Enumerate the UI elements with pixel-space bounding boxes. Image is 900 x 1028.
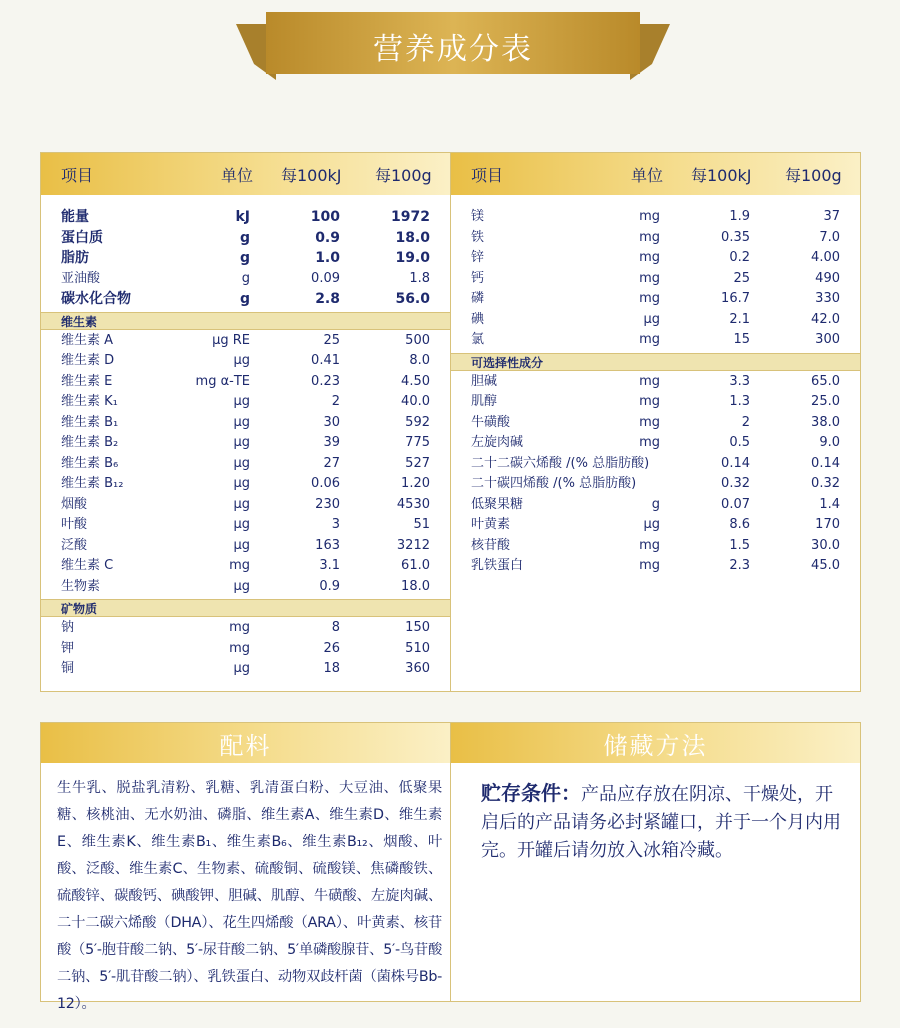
row-name: 二十二碳六烯酸 /(% 总脂肪酸): [471, 455, 650, 471]
row-unit: g: [239, 229, 250, 246]
row-name: 维生素 E: [61, 373, 113, 389]
row-per-g: 3212: [396, 537, 430, 553]
row-per-g: 18.0: [401, 578, 430, 594]
row-unit: mg: [639, 373, 660, 389]
row-name: 钙: [471, 270, 485, 286]
ingredients-box: [40, 722, 451, 1012]
table-row: [41, 536, 450, 557]
table-row: [451, 269, 860, 290]
row-per-g: 510: [405, 640, 430, 656]
table-row: [41, 413, 450, 434]
row-per-g: 25.0: [811, 394, 840, 409]
table-row: [41, 269, 450, 290]
row-unit: mg: [639, 332, 660, 347]
row-per-kj: 25: [733, 270, 750, 286]
row-per-kj: 1.5: [729, 537, 750, 553]
row-name: 二十碳四烯酸 /(% 总脂肪酸): [471, 476, 637, 491]
storage-text-block: [451, 763, 860, 865]
row-per-g: 42.0: [811, 311, 840, 327]
header-item: 项目: [61, 165, 94, 185]
row-name: 叶黄素: [471, 517, 511, 532]
header-per-kj: 每100kJ: [281, 165, 342, 185]
row-unit: mg: [639, 209, 660, 224]
table-row: [41, 228, 450, 249]
table-row: [41, 577, 450, 598]
row-unit: g: [239, 250, 250, 266]
row-name: 碳水化合物: [61, 291, 131, 307]
table-row: [451, 536, 860, 557]
row-per-kj: 2.1: [729, 311, 750, 327]
row-unit: μg: [233, 394, 250, 409]
row-unit: mg α-TE: [195, 373, 250, 389]
row-per-kj: 0.5: [729, 435, 750, 450]
row-per-g: 500: [405, 332, 430, 348]
row-per-kj: 0.35: [721, 229, 750, 245]
table-row: [451, 372, 860, 393]
section-header: 矿物质: [41, 599, 450, 617]
row-unit: mg: [639, 558, 660, 573]
title-ribbon: [236, 12, 670, 86]
row-per-g: 1.4: [819, 496, 840, 512]
table-row: [41, 248, 450, 269]
table-row: [451, 310, 860, 331]
header-unit: 单位: [221, 165, 254, 185]
row-per-g: 18.0: [395, 229, 430, 246]
row-per-g: 527: [405, 455, 430, 471]
storage-label: 贮存条件：: [481, 781, 581, 805]
table-row: [451, 289, 860, 310]
table-row: [41, 474, 450, 495]
row-per-kj: 25: [323, 332, 340, 348]
table-row: [41, 495, 450, 516]
row-per-kj: 2.8: [315, 291, 340, 307]
header-per-g: 每100g: [375, 165, 432, 185]
row-name: 铁: [471, 229, 485, 245]
row-per-kj: 15: [733, 332, 750, 347]
row-unit: μg: [233, 661, 250, 676]
table-row: [41, 289, 450, 310]
table-row: [451, 515, 860, 536]
table-row: [451, 207, 860, 228]
row-unit: g: [241, 270, 250, 286]
row-per-kj: 0.06: [311, 476, 340, 491]
row-unit: mg: [639, 229, 660, 245]
row-name: 维生素 A: [61, 332, 114, 348]
storage-box: [451, 722, 861, 1002]
row-name: 磷: [471, 291, 485, 306]
row-per-kj: 8.6: [729, 517, 750, 532]
header-per-g: 每100g: [785, 165, 842, 185]
table-row: [41, 454, 450, 475]
table-row: [451, 474, 860, 495]
row-per-g: 4530: [396, 496, 430, 512]
row-unit: μg: [233, 455, 250, 471]
row-per-kj: 3: [331, 517, 340, 532]
row-per-kj: 0.23: [311, 373, 340, 389]
row-name: 钠: [61, 620, 75, 635]
row-unit: μg: [233, 353, 250, 368]
row-per-kj: 163: [315, 537, 340, 553]
table-row: [41, 207, 450, 228]
row-name: 亚油酸: [61, 270, 101, 286]
table-row: [41, 392, 450, 413]
table-header-left: [41, 153, 450, 195]
row-per-g: 30.0: [811, 537, 840, 553]
row-per-kj: 8: [331, 620, 340, 635]
row-per-g: 170: [815, 517, 840, 532]
row-name: 维生素 K₁: [61, 394, 118, 409]
row-per-g: 0.14: [811, 455, 840, 471]
storage-heading: 储藏方法: [451, 723, 860, 763]
table-row: [451, 556, 860, 577]
table-row: [41, 433, 450, 454]
row-unit: μg: [233, 578, 250, 594]
row-name: 碘: [471, 311, 485, 327]
row-per-kj: 1.3: [729, 394, 750, 409]
row-per-g: 37: [823, 209, 840, 224]
row-name: 镁: [471, 209, 485, 224]
row-per-g: 45.0: [811, 558, 840, 573]
row-name: 乳铁蛋白: [471, 558, 524, 573]
table-row: [451, 228, 860, 249]
table-row: [41, 618, 450, 639]
row-per-g: 1.20: [401, 476, 430, 491]
row-unit: mg: [639, 414, 660, 430]
row-name: 维生素 D: [61, 353, 115, 368]
row-name: 维生素 B₁: [61, 414, 119, 430]
row-per-kj: 0.9: [319, 578, 340, 594]
row-name: 维生素 C: [61, 558, 114, 573]
row-per-kj: 230: [315, 496, 340, 512]
row-unit: μg: [233, 476, 250, 491]
header-unit: 单位: [631, 165, 664, 185]
row-per-g: 330: [815, 291, 840, 306]
row-unit: μg: [643, 311, 660, 327]
table-row: [41, 331, 450, 352]
row-per-g: 40.0: [401, 394, 430, 409]
table-row: [451, 330, 860, 351]
row-unit: mg: [229, 558, 250, 573]
page-title: 营养成分表: [373, 32, 533, 67]
row-per-kj: 3.3: [729, 373, 750, 389]
row-per-g: 360: [405, 661, 430, 676]
row-per-g: 65.0: [811, 373, 840, 389]
row-per-g: 0.32: [811, 476, 840, 491]
row-name: 烟酸: [61, 496, 88, 512]
row-unit: μg: [233, 435, 250, 450]
header-per-kj: 每100kJ: [691, 165, 752, 185]
table-row: [41, 556, 450, 577]
table-header-right: [451, 153, 860, 195]
row-per-g: 4.50: [401, 373, 430, 389]
row-per-kj: 0.2: [729, 250, 750, 265]
table-row: [41, 659, 450, 680]
header-item: 项目: [471, 165, 504, 185]
row-per-g: 775: [405, 435, 430, 450]
row-unit: g: [651, 496, 660, 512]
storage-text: 产品应存放在阴凉、干燥处，开启后的产品请务必封紧罐口，并于一个月内用完。开罐后请勿放入冰箱冷藏。: [481, 784, 841, 861]
row-unit: mg: [639, 270, 660, 286]
table-row: [41, 351, 450, 372]
row-unit: μg: [233, 496, 250, 512]
row-per-kj: 0.9: [315, 229, 340, 246]
row-per-g: 1972: [391, 209, 430, 225]
row-per-g: 9.0: [819, 435, 840, 450]
row-per-g: 7.0: [819, 229, 840, 245]
row-per-g: 490: [815, 270, 840, 286]
row-per-kj: 30: [323, 414, 340, 430]
row-per-g: 56.0: [395, 291, 430, 307]
row-per-g: 38.0: [811, 414, 840, 430]
row-per-kj: 18: [323, 661, 340, 676]
row-name: 维生素 B₁₂: [61, 476, 124, 491]
row-per-g: 592: [405, 414, 430, 430]
row-per-g: 4.00: [811, 250, 840, 265]
table-row: [41, 639, 450, 660]
row-per-kj: 2: [331, 394, 340, 409]
row-per-kj: 0.07: [721, 496, 750, 512]
table-row: [451, 392, 860, 413]
row-per-g: 150: [405, 620, 430, 635]
table-row: [451, 248, 860, 269]
row-per-kj: 100: [310, 209, 340, 225]
row-name: 铜: [61, 661, 75, 676]
row-per-kj: 0.09: [311, 270, 340, 286]
section-header: 可选择性成分: [451, 353, 860, 371]
row-per-kj: 27: [323, 455, 340, 471]
row-name: 维生素 B₂: [61, 435, 119, 450]
row-per-kj: 1.9: [729, 209, 750, 224]
nutrition-table-right: [451, 152, 861, 692]
row-unit: mg: [229, 640, 250, 656]
row-per-kj: 3.1: [319, 558, 340, 573]
nutrition-table-left: [40, 152, 451, 692]
table-row: [41, 372, 450, 393]
row-per-kj: 26: [323, 640, 340, 656]
row-per-kj: 16.7: [721, 291, 750, 306]
row-unit: mg: [639, 435, 660, 450]
ingredients-heading: 配料: [41, 723, 450, 763]
ingredients-text: 生牛乳、脱盐乳清粉、乳糖、乳清蛋白粉、大豆油、低聚果糖、核桃油、无水奶油、磷脂、维生素A、维生素D、维生素E、维生素K、维生素B₁、维生素B₆、维生素B₁₂、烟酸、叶酸、泛酸、维生素C、生物素、硫酸铜、硫酸镁、焦磷酸铁、硫酸锌、碳酸钙、碘酸钾、胆碱、肌醇、牛磺酸、左旋肉碱、二十二碳六烯酸（DHA）、花生四烯酸（ARA）、叶黄素、核苷酸（5′-胞苷酸二钠、5′-尿苷酸二钠、5′单磷酸腺苷、5′-鸟苷酸二钠、5′-肌苷酸二钠）、乳铁蛋白、动物双歧杆菌（菌株号Bb-12）。: [57, 780, 442, 1012]
row-per-kj: 2.3: [729, 558, 750, 573]
row-per-kj: 0.41: [311, 353, 340, 368]
row-unit: g: [239, 291, 250, 307]
row-unit: kJ: [235, 209, 250, 225]
table-row: [451, 433, 860, 454]
row-unit: mg: [639, 291, 660, 306]
row-name: 能量: [61, 209, 89, 225]
row-per-g: 19.0: [395, 250, 430, 266]
row-per-kj: 0.14: [721, 455, 750, 471]
row-unit: mg: [639, 250, 660, 265]
table-row: [41, 515, 450, 536]
row-unit: μg RE: [212, 332, 250, 348]
row-per-g: 300: [815, 332, 840, 347]
row-name: 牛磺酸: [471, 414, 511, 430]
table-row: [451, 454, 860, 475]
row-unit: μg: [233, 537, 250, 553]
row-unit: mg: [639, 537, 660, 553]
row-name: 叶酸: [61, 517, 88, 532]
row-per-g: 51: [413, 517, 430, 532]
row-name: 氯: [471, 332, 485, 347]
row-name: 左旋肉碱: [471, 435, 524, 450]
row-unit: μg: [643, 517, 660, 532]
table-row: [451, 413, 860, 434]
row-per-kj: 0.32: [721, 476, 750, 491]
row-per-g: 1.8: [409, 270, 430, 286]
row-name: 泛酸: [61, 537, 88, 553]
row-unit: μg: [233, 517, 250, 532]
row-name: 钾: [61, 640, 75, 656]
row-name: 蛋白质: [61, 229, 103, 246]
row-name: 低聚果糖: [471, 496, 524, 512]
row-name: 脂肪: [61, 250, 89, 266]
row-per-kj: 2: [741, 414, 750, 430]
row-per-kj: 39: [323, 435, 340, 450]
row-per-g: 61.0: [401, 558, 430, 573]
row-per-kj: 1.0: [315, 250, 340, 266]
row-unit: mg: [229, 620, 250, 635]
table-row: [451, 495, 860, 516]
row-unit: μg: [233, 414, 250, 430]
row-per-g: 8.0: [409, 353, 430, 368]
row-name: 核苷酸: [471, 537, 511, 553]
row-name: 生物素: [61, 578, 101, 594]
row-name: 维生素 B₆: [61, 455, 119, 471]
row-name: 锌: [471, 250, 485, 265]
row-name: 胆碱: [471, 373, 498, 389]
section-header: 维生素: [41, 312, 450, 330]
row-unit: mg: [639, 394, 660, 409]
row-name: 肌醇: [471, 394, 498, 409]
